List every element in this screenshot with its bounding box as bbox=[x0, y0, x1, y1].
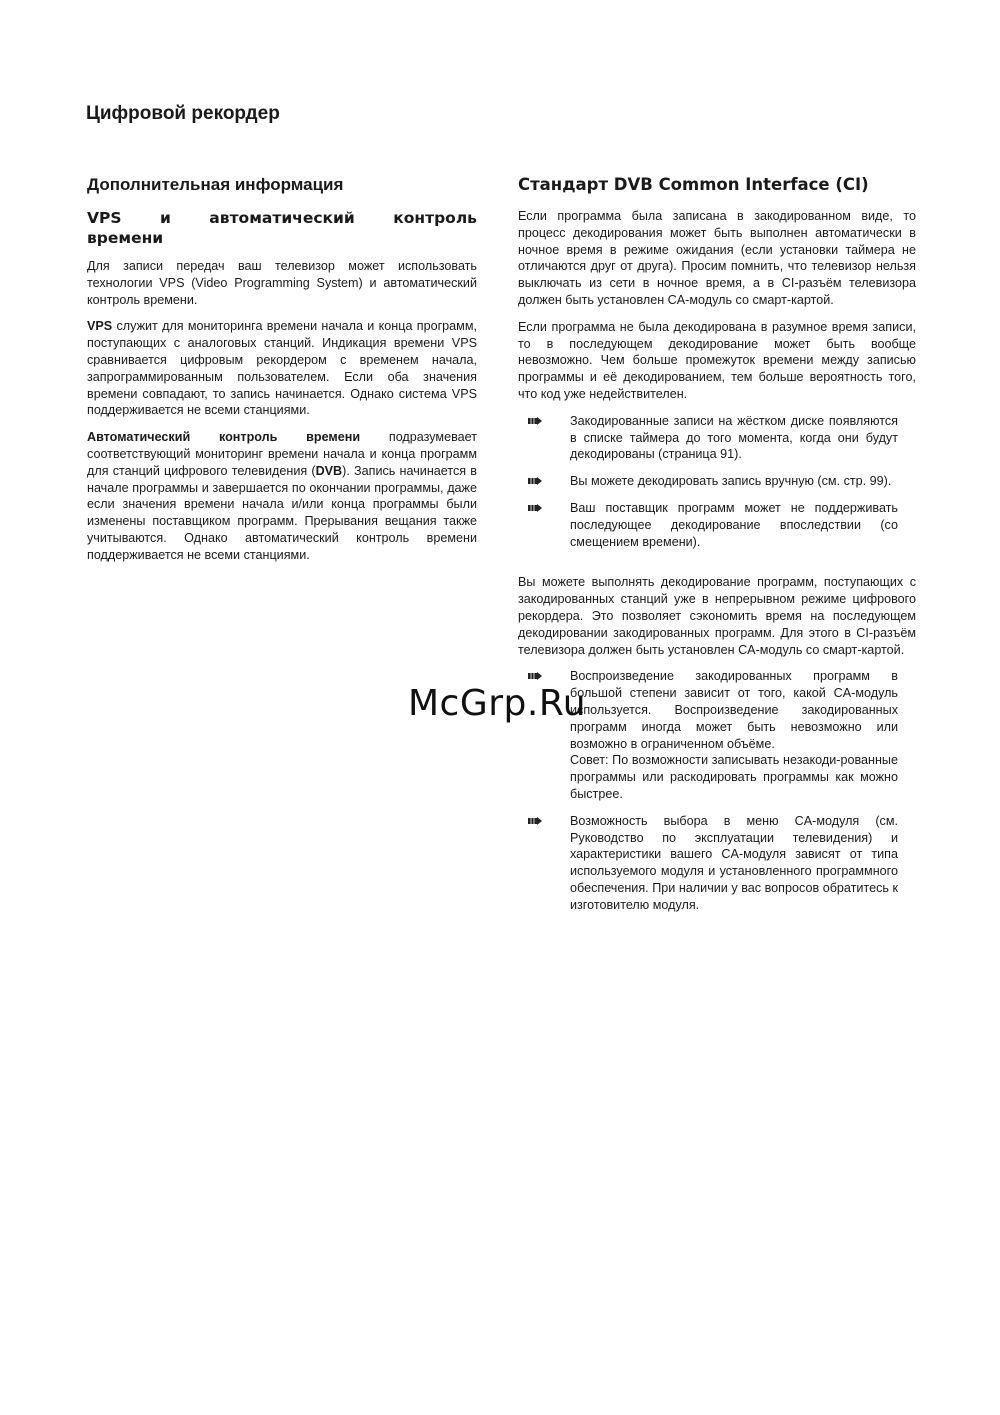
subsection-title-vps bbox=[87, 208, 477, 248]
note-text: Вы можете декодировать запись вручную (см. стр. 99). bbox=[570, 474, 892, 489]
hand-pointer-icon bbox=[528, 504, 542, 512]
section-title-additional-info: Дополнительная информация bbox=[87, 175, 344, 194]
hand-pointer-icon bbox=[528, 477, 542, 485]
paragraph-vps bbox=[87, 318, 477, 419]
note-text: Закодированные записи на жёстком диске появляются в списке таймера до того момента, когда они будут декодированы (страница 91). bbox=[570, 413, 898, 462]
note-item bbox=[518, 813, 916, 914]
paragraph-ci-1: Если программа была записана в закодированном виде, то процесс декодирования может быть выполнен автоматически в ночное время в режиме ожидания (если установки таймера не отличаются друг от друга). Просим помнить, что телевизор нельзя выключать из сети в ночное время, а в CI-разъём телевизора должен быть установлен CA-модуль со смарт-картой. bbox=[518, 209, 916, 307]
left-column bbox=[87, 174, 477, 574]
paragraph-ci-3: Вы можете выполнять декодирование программ, поступающих с закодированных станций уже в непрерывном режиме цифрового рекордера. Это позволяет сэкономить время на последующем декодировании закодированных программ. Для этого в CI-разъём телевизора должен быть установлен CA-модуль со смарт-картой. bbox=[518, 575, 916, 657]
hand-pointer-icon bbox=[528, 672, 542, 680]
section-title-dvb-ci: Стандарт DVB Common Interface (CI) bbox=[518, 175, 869, 194]
vps-term: VPS bbox=[87, 319, 113, 334]
note-text: Ваш поставщик программ может не поддерживать последующее декодирование впоследствии (со смещением времени). bbox=[570, 500, 898, 549]
auto-time-term: Автоматический контроль времени bbox=[87, 430, 361, 445]
page-title: Цифровой рекордер bbox=[86, 103, 280, 124]
note-text: Воспроизведение закодированных программ в большой степени зависит от того, какой CA-модуль используется. Воспроизведение закодированных программ иногда может быть невозможно или возможно в ограниченном объёме. bbox=[570, 669, 898, 751]
hand-pointer-icon bbox=[528, 817, 542, 825]
hand-pointer-icon bbox=[528, 417, 542, 425]
note-text: Возможность выбора в меню CA-модуля (см. Руководство по эксплуатации телевидения) и характеристики вашего CA-модуля зависят от типа используемого модуля и установленного программного обеспечения. При наличии у вас вопросов обратитесь к изготовителю модуля. bbox=[570, 813, 898, 912]
note-item bbox=[518, 500, 916, 550]
paragraph-intro: Для записи передач ваш телевизор может использовать технологии VPS (Video Programming System) и автоматический контроль времени. bbox=[87, 259, 477, 307]
subsection-title-line1: VPS и автоматический контроль bbox=[87, 209, 477, 227]
right-column bbox=[518, 174, 916, 923]
watermark: McGrp.Ru bbox=[408, 683, 587, 724]
paragraph-ci-2: Если программа не была декодирована в разумное время записи, то в последующем декодирование может быть вообще невозможно. Чем больше промежуток времени между записью программы и её декодированием, тем больше вероятность того, что код уже недействителен. bbox=[518, 319, 916, 401]
note-item bbox=[518, 473, 916, 490]
auto-time-text-b: ). Запись начинается в начале программы и завершается по окончании программы, даже если значения времени начала и/или конца программы были изменены поставщиком программ. Прерывания вещания также учитываются. Однако автоматический контроль времени поддерживается не всеми станциями. bbox=[87, 463, 477, 562]
paragraph-auto-time-control bbox=[87, 429, 477, 563]
dvb-term: DVB bbox=[315, 463, 343, 478]
note-item bbox=[518, 413, 916, 463]
note-tip: Совет: По возможности записывать незакоди-рованные программы или раскодировать программы как можно быстрее. bbox=[570, 753, 898, 801]
vps-text: служит для мониторинга времени начала и конца программ, поступающих с аналоговых станций. Индикация времени VPS сравнивается цифровым рекордером с временем начала, запрограммированным пользователем. Если оба значения времени совпадают, то запись начинается. Однако система VPS поддерживается не всеми станциями. bbox=[87, 319, 477, 418]
subsection-title-line2: времени bbox=[87, 229, 164, 247]
auto-time-text-a: подразумевает соответствующий мониторинг времени начала и конца программ для станций цифрового телевидения ( bbox=[87, 430, 477, 478]
